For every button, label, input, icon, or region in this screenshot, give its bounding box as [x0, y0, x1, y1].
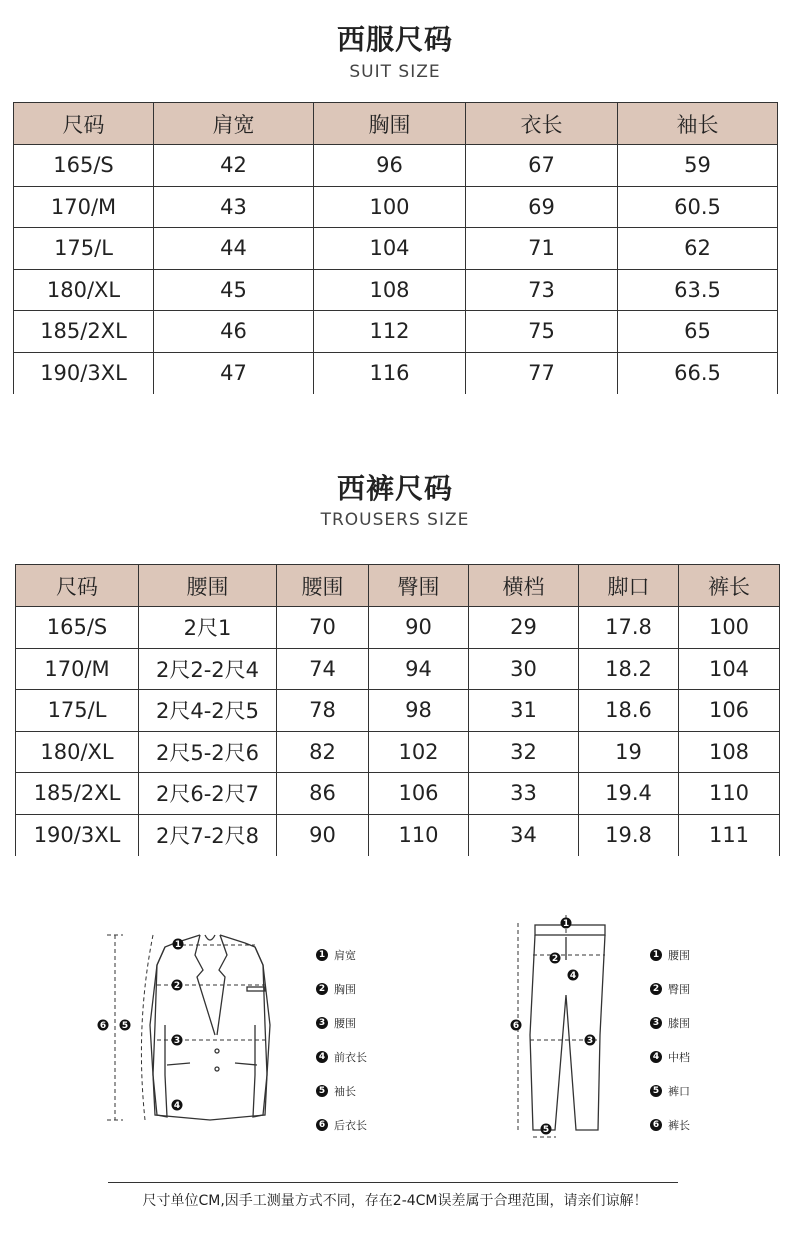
trousers-table-cell: 90: [369, 607, 469, 649]
marker-number: 5: [316, 1085, 328, 1097]
trousers-header-row: [16, 565, 780, 607]
trousers-table-cell: 106: [679, 690, 780, 732]
legend-item: [316, 1006, 367, 1040]
suit-table-cell: 180/XL: [14, 269, 154, 311]
suit-header-cell: 袖长: [618, 103, 778, 145]
trousers-header-cell: 裤长: [679, 565, 780, 607]
legend-label: 肩宽: [334, 949, 356, 962]
trousers-table-cell: 30: [469, 648, 579, 690]
trousers-table-cell: 2尺1: [139, 607, 277, 649]
suit-table-cell: 44: [154, 228, 314, 270]
trousers-table-cell: 2尺7-2尺8: [139, 814, 277, 856]
legend-item: [316, 972, 367, 1006]
trousers-table-cell: 33: [469, 773, 579, 815]
suit-header-cell: 衣长: [466, 103, 618, 145]
trousers-table-cell: 19: [579, 731, 679, 773]
legend-item: [650, 1006, 690, 1040]
trousers-table-cell: 29: [469, 607, 579, 649]
marker-number: 5: [650, 1085, 662, 1097]
marker-2: 2: [173, 981, 181, 991]
jacket-diagram: [95, 925, 325, 1140]
trousers-table-cell: 98: [369, 690, 469, 732]
trousers-table-cell: 34: [469, 814, 579, 856]
suit-header-cell: 肩宽: [154, 103, 314, 145]
marker-4: 4: [173, 1101, 181, 1111]
trousers-header-cell: 腰围: [277, 565, 369, 607]
suit-table-cell: 65: [618, 311, 778, 353]
legend-label: 胸围: [334, 983, 356, 996]
trousers-table-cell: 165/S: [16, 607, 139, 649]
suit-table-cell: 46: [154, 311, 314, 353]
marker-1: 1: [174, 940, 182, 950]
legend-label: 袖长: [334, 1085, 356, 1098]
legend-item: [650, 1040, 690, 1074]
suit-table-cell: 47: [154, 352, 314, 394]
marker-1: 1: [562, 919, 570, 929]
suit-table-cell: 69: [466, 186, 618, 228]
suit-table-row: [14, 352, 778, 394]
suit-table-cell: 165/S: [14, 145, 154, 187]
trousers-table-cell: 17.8: [579, 607, 679, 649]
trousers-table-row: [16, 648, 780, 690]
trousers-header-cell: 腰围: [139, 565, 277, 607]
trousers-table-row: [16, 814, 780, 856]
trousers-size-table: [15, 564, 780, 856]
suit-table-cell: 45: [154, 269, 314, 311]
trousers-subtitle: TROUSERS SIZE: [320, 510, 470, 530]
suit-table-cell: 42: [154, 145, 314, 187]
legend-label: 裤长: [668, 1119, 690, 1132]
trousers-table-cell: 100: [679, 607, 780, 649]
suit-table-cell: 73: [466, 269, 618, 311]
trousers-table-cell: 31: [469, 690, 579, 732]
legend-label: 臀围: [668, 983, 690, 996]
measurement-note: 尺寸单位CM,因手工测量方式不同，存在2-4CM误差属于合理范围，请亲们谅解！: [142, 1193, 648, 1209]
suit-table-cell: 63.5: [618, 269, 778, 311]
marker-number: 4: [650, 1051, 662, 1063]
marker-5: 5: [542, 1125, 550, 1135]
trousers-table-row: [16, 731, 780, 773]
trousers-table-cell: 111: [679, 814, 780, 856]
suit-table-row: [14, 228, 778, 270]
suit-table-cell: 59: [618, 145, 778, 187]
legend-label: 腰围: [668, 949, 690, 962]
suit-header-cell: 尺码: [14, 103, 154, 145]
suit-header-row: [14, 103, 778, 145]
trousers-table-cell: 19.4: [579, 773, 679, 815]
jacket-legend: [316, 938, 367, 1142]
legend-label: 中档: [668, 1051, 690, 1064]
trousers-table-row: [16, 690, 780, 732]
suit-size-table: [13, 102, 778, 394]
marker-2: 2: [551, 954, 559, 964]
marker-5: 5: [121, 1021, 129, 1031]
note-divider: [108, 1182, 678, 1183]
suit-table-cell: 185/2XL: [14, 311, 154, 353]
trousers-header-cell: 横档: [469, 565, 579, 607]
marker-6: 6: [99, 1021, 107, 1031]
suit-table-cell: 112: [314, 311, 466, 353]
suit-table-cell: 104: [314, 228, 466, 270]
trousers-table-cell: 175/L: [16, 690, 139, 732]
legend-item: [316, 1040, 367, 1074]
suit-table-cell: 190/3XL: [14, 352, 154, 394]
suit-table-cell: 66.5: [618, 352, 778, 394]
marker-number: 2: [650, 983, 662, 995]
suit-table-cell: 100: [314, 186, 466, 228]
trousers-table-cell: 190/3XL: [16, 814, 139, 856]
trousers-table-cell: 102: [369, 731, 469, 773]
suit-table-cell: 62: [618, 228, 778, 270]
suit-table-cell: 108: [314, 269, 466, 311]
marker-number: 1: [650, 949, 662, 961]
trousers-table-cell: 2尺2-2尺4: [139, 648, 277, 690]
trousers-table-cell: 106: [369, 773, 469, 815]
marker-number: 3: [650, 1017, 662, 1029]
trousers-title: 西裤尺码: [336, 472, 453, 505]
marker-number: 2: [316, 983, 328, 995]
trousers-table-cell: 90: [277, 814, 369, 856]
trousers-header-cell: 脚口: [579, 565, 679, 607]
trousers-table-row: [16, 607, 780, 649]
suit-table-cell: 175/L: [14, 228, 154, 270]
legend-label: 前衣长: [334, 1051, 367, 1064]
suit-table-cell: 67: [466, 145, 618, 187]
suit-table-cell: 170/M: [14, 186, 154, 228]
legend-item: [316, 938, 367, 972]
trousers-table-cell: 32: [469, 731, 579, 773]
suit-title: 西服尺码: [336, 23, 453, 56]
trousers-table-cell: 2尺4-2尺5: [139, 690, 277, 732]
suit-subtitle: SUIT SIZE: [349, 62, 441, 82]
suit-table-row: [14, 269, 778, 311]
legend-item: [650, 1074, 690, 1108]
marker-4: 4: [569, 971, 577, 981]
legend-label: 裤口: [668, 1085, 690, 1098]
trousers-table-cell: 2尺6-2尺7: [139, 773, 277, 815]
trousers-table-cell: 19.8: [579, 814, 679, 856]
trousers-table-row: [16, 773, 780, 815]
trousers-table-cell: 104: [679, 648, 780, 690]
suit-table-cell: 43: [154, 186, 314, 228]
marker-number: 6: [316, 1119, 328, 1131]
trousers-table-cell: 2尺5-2尺6: [139, 731, 277, 773]
trousers-table-cell: 86: [277, 773, 369, 815]
trousers-header-cell: 臀围: [369, 565, 469, 607]
trousers-table-cell: 180/XL: [16, 731, 139, 773]
legend-label: 腰围: [334, 1017, 356, 1030]
trousers-diagram: [500, 915, 630, 1145]
suit-table-cell: 71: [466, 228, 618, 270]
marker-number: 6: [650, 1119, 662, 1131]
trousers-table-cell: 170/M: [16, 648, 139, 690]
marker-number: 4: [316, 1051, 328, 1063]
trousers-table-cell: 82: [277, 731, 369, 773]
suit-table-row: [14, 145, 778, 187]
trousers-table-cell: 70: [277, 607, 369, 649]
legend-label: 膝围: [668, 1017, 690, 1030]
trousers-table-cell: 74: [277, 648, 369, 690]
legend-item: [650, 972, 690, 1006]
marker-number: 1: [316, 949, 328, 961]
legend-item: [316, 1074, 367, 1108]
legend-label: 后衣长: [334, 1119, 367, 1132]
suit-table-cell: 96: [314, 145, 466, 187]
trousers-header-cell: 尺码: [16, 565, 139, 607]
legend-item: [650, 938, 690, 972]
suit-table-row: [14, 186, 778, 228]
trousers-table-cell: 18.2: [579, 648, 679, 690]
trousers-table-cell: 185/2XL: [16, 773, 139, 815]
suit-table-cell: 77: [466, 352, 618, 394]
marker-3: 3: [173, 1036, 181, 1046]
marker-3: 3: [586, 1036, 594, 1046]
suit-header-cell: 胸围: [314, 103, 466, 145]
trousers-table-cell: 108: [679, 731, 780, 773]
trousers-table-cell: 110: [679, 773, 780, 815]
suit-table-cell: 60.5: [618, 186, 778, 228]
legend-item: [316, 1108, 367, 1142]
trousers-table-cell: 94: [369, 648, 469, 690]
legend-item: [650, 1108, 690, 1142]
trousers-legend: [650, 938, 690, 1142]
marker-number: 3: [316, 1017, 328, 1029]
trousers-table-cell: 18.6: [579, 690, 679, 732]
marker-6: 6: [512, 1021, 520, 1031]
suit-table-cell: 75: [466, 311, 618, 353]
trousers-table-cell: 110: [369, 814, 469, 856]
suit-table-cell: 116: [314, 352, 466, 394]
trousers-table-cell: 78: [277, 690, 369, 732]
suit-table-row: [14, 311, 778, 353]
